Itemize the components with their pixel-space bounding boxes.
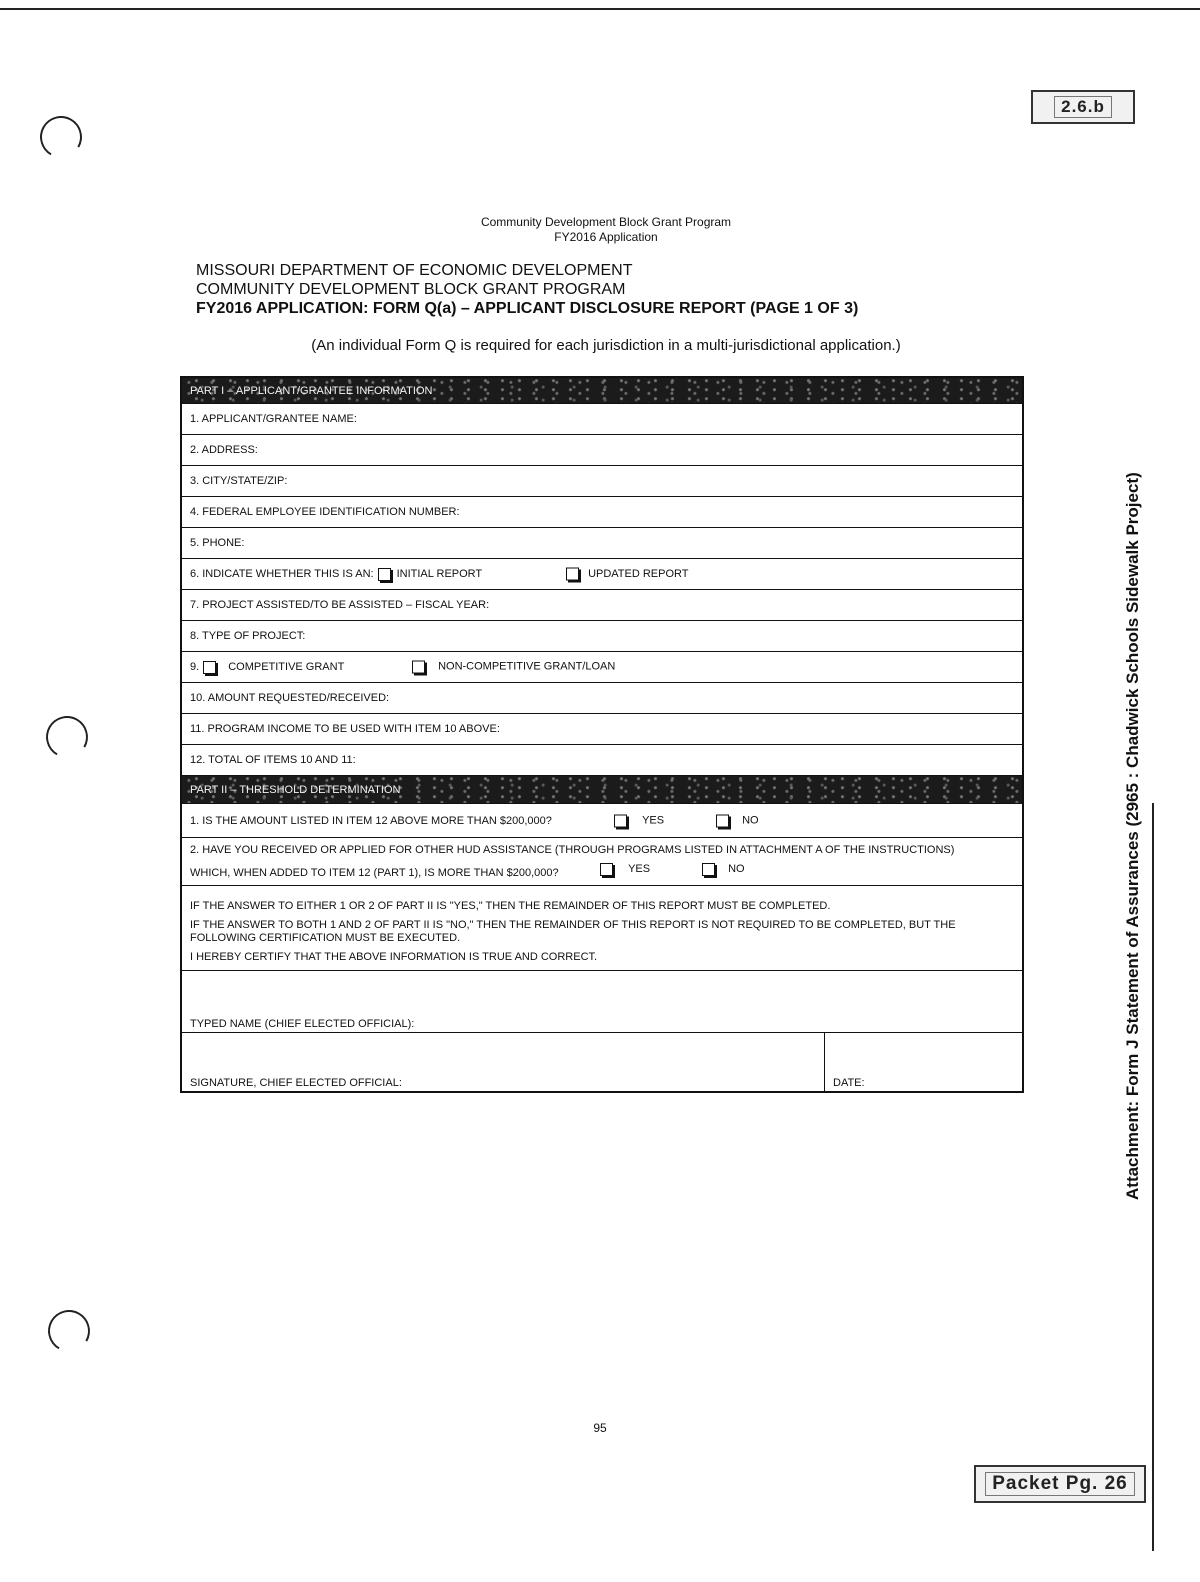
non-competitive-checkbox[interactable] (412, 661, 425, 674)
field-label: 9. (190, 661, 200, 673)
field-label: 12. TOTAL OF ITEMS 10 AND 11: (190, 754, 356, 766)
side-rule (1152, 803, 1154, 1551)
field-amount-requested[interactable] (182, 683, 1022, 714)
typed-name-label: TYPED NAME (CHIEF ELECTED OFFICIAL): (190, 1018, 415, 1030)
field-label: 8. TYPE OF PROJECT: (190, 630, 306, 642)
header-year-line: FY2016 Application (554, 230, 658, 244)
field-label: 10. AMOUNT REQUESTED/RECEIVED: (190, 692, 390, 704)
non-competitive-label: NON-COMPETITIVE GRANT/LOAN (438, 660, 616, 673)
field-label: 1. APPLICANT/GRANTEE NAME: (190, 413, 357, 425)
field-program-income[interactable] (182, 714, 1022, 745)
page-number: 95 (593, 1421, 607, 1435)
q1-yes-checkbox[interactable] (614, 814, 627, 827)
question-1 (182, 804, 1022, 838)
punch-hole-bottom (43, 1305, 94, 1356)
q1-yes-label: YES (642, 814, 665, 827)
initial-report-label: INITIAL REPORT (396, 568, 483, 580)
instruction-no: IF THE ANSWER TO BOTH 1 AND 2 OF PART II IS "NO," THEN THE REMAINDER OF THIS REPORT IS NOT REQUIRED TO BE COMPLETED, BUT THE FOLLOWING CERTIFICATION MUST BE EXECUTED. (190, 919, 956, 944)
typed-name-field[interactable] (182, 971, 1022, 1033)
part1-header (182, 378, 1022, 404)
field-fiscal-year[interactable] (182, 590, 1022, 621)
signature-row (182, 1033, 1022, 1091)
field-label: 4. FEDERAL EMPLOYEE IDENTIFICATION NUMBER: (190, 506, 460, 518)
punch-hole-top (35, 111, 86, 162)
top-rule (0, 8, 1200, 10)
q2-no-label: NO (728, 863, 745, 876)
q2-yes-checkbox[interactable] (600, 863, 613, 876)
date-label: DATE: (833, 1077, 865, 1089)
signature-field[interactable] (182, 1033, 825, 1091)
q1-no-label: NO (742, 814, 759, 827)
packet-stamp: Packet Pg. 26 (974, 1465, 1146, 1503)
field-label: 7. PROJECT ASSISTED/TO BE ASSISTED – FISCAL YEAR: (190, 599, 490, 611)
question-2-text: 2. HAVE YOU RECEIVED OR APPLIED FOR OTHER HUD ASSISTANCE (THROUGH PROGRAMS LISTED IN ATTACHMENT A OF THE INSTRUCTIONS) (190, 844, 955, 856)
field-label: 11. PROGRAM INCOME TO BE USED WITH ITEM 10 ABOVE: (190, 723, 500, 735)
initial-report-checkbox[interactable] (378, 568, 391, 581)
field-applicant-name[interactable] (182, 404, 1022, 435)
q1-no-checkbox[interactable] (716, 814, 729, 827)
attachment-side-label: Attachment: Form J Statement of Assurances (2965 : Chadwick Schools Sidewalk Project) (1123, 472, 1142, 1200)
competitive-grant-checkbox[interactable] (203, 661, 216, 674)
question-1-text: 1. IS THE AMOUNT LISTED IN ITEM 12 ABOVE MORE THAN $200,000? (190, 814, 552, 827)
field-total[interactable] (182, 745, 1022, 776)
header-dept: MISSOURI DEPARTMENT OF ECONOMIC DEVELOPMENT (196, 262, 633, 279)
field-project-type[interactable] (182, 621, 1022, 652)
field-label: 2. ADDRESS: (190, 444, 258, 456)
field-label: 3. CITY/STATE/ZIP: (190, 475, 288, 487)
part2-header (182, 776, 1022, 804)
part1-title: PART I – APPLICANT/GRANTEE INFORMATION (190, 384, 433, 397)
field-city-state-zip[interactable] (182, 466, 1022, 497)
instruction-yes: IF THE ANSWER TO EITHER 1 OR 2 OF PART II IS "YES," THEN THE REMAINDER OF THIS REPORT MUST BE COMPLETED. (190, 900, 831, 912)
updated-report-checkbox[interactable] (566, 568, 579, 581)
header-program: COMMUNITY DEVELOPMENT BLOCK GRANT PROGRAM (196, 281, 626, 298)
field-address[interactable] (182, 435, 1022, 466)
field-fein[interactable] (182, 497, 1022, 528)
q2-yes-label: YES (628, 863, 651, 876)
signature-label: SIGNATURE, CHIEF ELECTED OFFICIAL: (190, 1077, 402, 1089)
field-label: 5. PHONE: (190, 537, 245, 549)
form-title: FY2016 APPLICATION: FORM Q(a) – APPLICANT DISCLOSURE REPORT (PAGE 1 OF 3) (196, 300, 859, 317)
instructions (182, 886, 1022, 971)
field-label: 6. INDICATE WHETHER THIS IS AN: (190, 568, 374, 580)
punch-hole-middle (41, 711, 92, 762)
field-phone[interactable] (182, 528, 1022, 559)
question-2-text-line2: WHICH, WHEN ADDED TO ITEM 12 (PART 1), IS MORE THAN $200,000? (190, 867, 559, 879)
competitive-grant-label: COMPETITIVE GRANT (228, 661, 345, 673)
field-report-type (182, 559, 1022, 590)
disclosure-form (180, 376, 1024, 1093)
date-field[interactable] (825, 1033, 1022, 1091)
jurisdiction-note: (An individual Form Q is required for each jurisdiction in a multi-jurisdictional application.) (311, 337, 901, 354)
updated-report-label: UPDATED REPORT (588, 567, 689, 580)
q2-no-checkbox[interactable] (702, 863, 715, 876)
certification-statement: I HEREBY CERTIFY THAT THE ABOVE INFORMATION IS TRUE AND CORRECT. (190, 951, 598, 963)
part2-title: PART II – THRESHOLD DETERMINATION (190, 783, 401, 796)
stamp-top: 2.6.b (1031, 90, 1135, 124)
question-2 (182, 838, 1022, 886)
field-grant-type (182, 652, 1022, 683)
header-program-line: Community Development Block Grant Program (480, 215, 732, 229)
